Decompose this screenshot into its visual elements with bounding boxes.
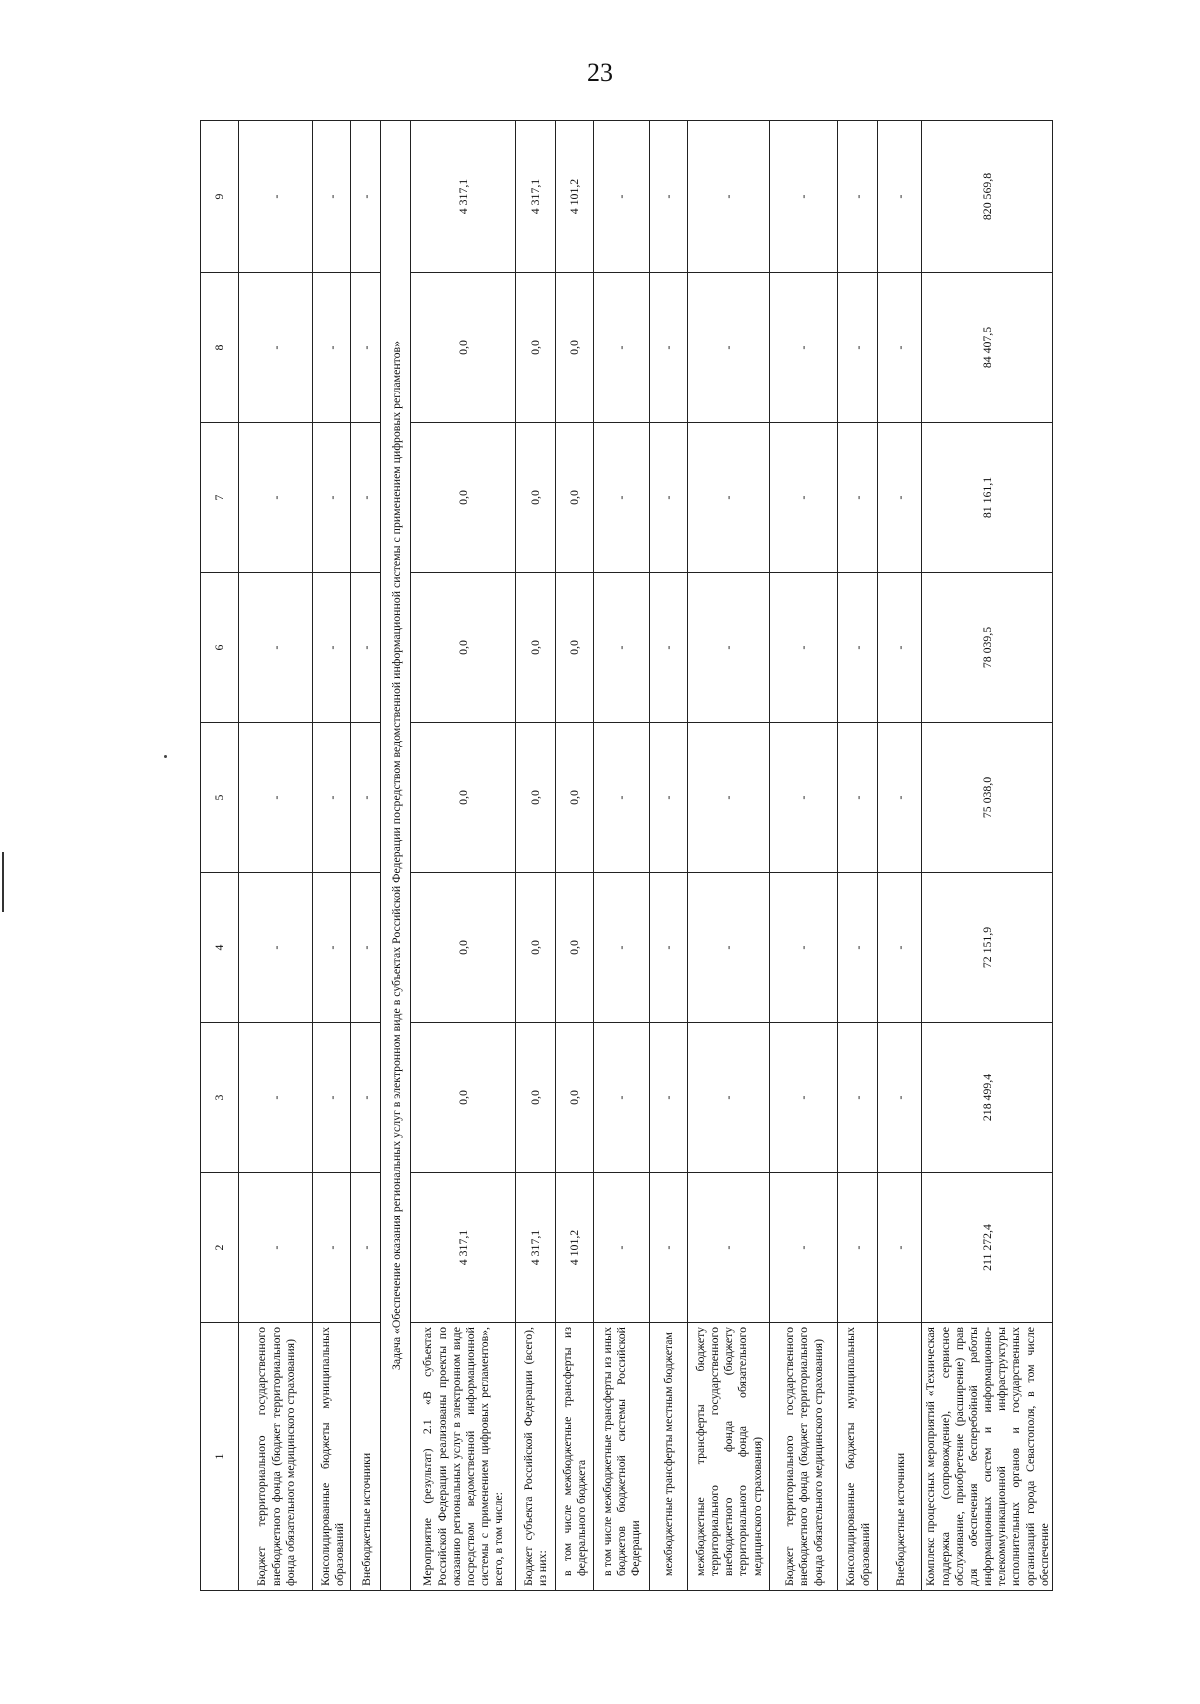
value-cell: - xyxy=(313,573,351,723)
row-label: Комплекс процессных мероприятий «Техническая поддержка (сопровождение), сервисное обслуживание, приобретение (расширение) прав для обеспечения бесперебойной работы информационных систем и информационно-телекоммуникационной инфраструктуры исполнительных органов и государственных организаций города Севастополя, в том числе обеспечение xyxy=(922,1323,1053,1591)
row-label: Консолидированные бюджеты муниципальных образований xyxy=(838,1323,878,1591)
value-cell: - xyxy=(687,1173,769,1323)
value-cell: - xyxy=(313,873,351,1023)
value-cell: 0,0 xyxy=(411,273,515,423)
table-row xyxy=(351,121,381,1591)
scan-dot xyxy=(164,755,167,758)
value-cell: - xyxy=(769,573,837,723)
header-cell: 7 xyxy=(201,423,239,573)
table-row xyxy=(769,121,837,1591)
value-cell: 84 407,5 xyxy=(922,273,1053,423)
value-cell: - xyxy=(838,1173,878,1323)
value-cell: 4 101,2 xyxy=(555,121,593,273)
table-row xyxy=(515,121,555,1591)
header-row xyxy=(201,121,239,1591)
row-label: Бюджет территориального государственного внебюджетного фонда (бюджет территориального фонда обязательного медицинского страхования) xyxy=(769,1323,837,1591)
header-cell: 5 xyxy=(201,723,239,873)
rotated-table-container xyxy=(200,121,1053,1591)
scan-edge-mark xyxy=(2,852,4,912)
value-cell: 0,0 xyxy=(555,573,593,723)
value-cell: - xyxy=(687,573,769,723)
row-label: в том числе межбюджетные трансферты из иных бюджетов бюджетной системы Российской Федерации xyxy=(593,1323,649,1591)
value-cell: 0,0 xyxy=(555,1023,593,1173)
value-cell: - xyxy=(649,1023,687,1173)
value-cell: - xyxy=(649,423,687,573)
value-cell: - xyxy=(838,121,878,273)
value-cell: - xyxy=(838,1023,878,1173)
header-cell: 2 xyxy=(201,1173,239,1323)
value-cell: - xyxy=(313,1023,351,1173)
value-cell: - xyxy=(769,1173,837,1323)
value-cell: - xyxy=(351,273,381,423)
value-cell: - xyxy=(649,723,687,873)
value-cell: - xyxy=(769,723,837,873)
value-cell: - xyxy=(878,723,922,873)
value-cell: 218 499,4 xyxy=(922,1023,1053,1173)
value-cell: 0,0 xyxy=(515,723,555,873)
value-cell: 0,0 xyxy=(515,873,555,1023)
value-cell: 4 101,2 xyxy=(555,1173,593,1323)
value-cell: - xyxy=(239,1023,313,1173)
value-cell: - xyxy=(838,723,878,873)
value-cell: - xyxy=(878,573,922,723)
value-cell: - xyxy=(649,873,687,1023)
value-cell: - xyxy=(351,723,381,873)
value-cell: - xyxy=(687,423,769,573)
value-cell: - xyxy=(649,273,687,423)
value-cell: - xyxy=(351,873,381,1023)
header-cell: 4 xyxy=(201,873,239,1023)
value-cell: - xyxy=(351,121,381,273)
value-cell: 4 317,1 xyxy=(515,1173,555,1323)
value-cell: - xyxy=(878,423,922,573)
page-number: 23 xyxy=(587,58,613,87)
value-cell: - xyxy=(593,573,649,723)
header-cell: 8 xyxy=(201,273,239,423)
value-cell: - xyxy=(351,1023,381,1173)
task-cell: Задача «Обеспечение оказания региональных услуг в электронном виде в субъектах Российской Федерации посредством ведомственной информационной системы с применением цифровых регламентов» xyxy=(381,121,411,1591)
value-cell: 0,0 xyxy=(411,1023,515,1173)
value-cell: - xyxy=(351,1173,381,1323)
header-cell: 1 xyxy=(201,1323,239,1591)
row-label: межбюджетные трансферты местным бюджетам xyxy=(649,1323,687,1591)
header-cell: 6 xyxy=(201,573,239,723)
value-cell: - xyxy=(649,1173,687,1323)
table-row xyxy=(687,121,769,1591)
value-cell: - xyxy=(313,121,351,273)
value-cell: 0,0 xyxy=(555,723,593,873)
value-cell: - xyxy=(593,273,649,423)
value-cell: 0,0 xyxy=(411,723,515,873)
value-cell: - xyxy=(351,573,381,723)
row-label: в том числе межбюджетные трансферты из федерального бюджета xyxy=(555,1323,593,1591)
value-cell: 0,0 xyxy=(411,573,515,723)
value-cell: - xyxy=(239,1173,313,1323)
value-cell: 75 038,0 xyxy=(922,723,1053,873)
value-cell: - xyxy=(838,423,878,573)
header-cell: 9 xyxy=(201,121,239,273)
table-row xyxy=(838,121,878,1591)
budget-table xyxy=(200,120,1053,1591)
value-cell: - xyxy=(769,1023,837,1173)
value-cell: 4 317,1 xyxy=(515,121,555,273)
value-cell: - xyxy=(878,273,922,423)
value-cell: - xyxy=(769,423,837,573)
value-cell: - xyxy=(687,1023,769,1173)
table-row xyxy=(411,121,515,1591)
table-row xyxy=(922,121,1053,1591)
table-row xyxy=(878,121,922,1591)
row-label: межбюджетные трансферты бюджету территориального государственного внебюджетного фонда (бюджету территориального фонда обязательного медицинского страхования) xyxy=(687,1323,769,1591)
value-cell: 72 151,9 xyxy=(922,873,1053,1023)
value-cell: 0,0 xyxy=(555,873,593,1023)
value-cell: - xyxy=(313,723,351,873)
value-cell: 211 272,4 xyxy=(922,1173,1053,1323)
value-cell: - xyxy=(769,121,837,273)
value-cell: - xyxy=(687,273,769,423)
value-cell: - xyxy=(878,873,922,1023)
value-cell: - xyxy=(838,273,878,423)
value-cell: 4 317,1 xyxy=(411,121,515,273)
value-cell: - xyxy=(351,423,381,573)
value-cell: 81 161,1 xyxy=(922,423,1053,573)
value-cell: 0,0 xyxy=(411,873,515,1023)
value-cell: - xyxy=(239,723,313,873)
value-cell: 0,0 xyxy=(515,573,555,723)
table-row xyxy=(313,121,351,1591)
value-cell: 0,0 xyxy=(515,1023,555,1173)
value-cell: - xyxy=(769,273,837,423)
value-cell: - xyxy=(769,873,837,1023)
value-cell: 0,0 xyxy=(515,273,555,423)
value-cell: - xyxy=(838,573,878,723)
value-cell: - xyxy=(649,121,687,273)
value-cell: 820 569,8 xyxy=(922,121,1053,273)
value-cell: - xyxy=(687,873,769,1023)
row-label: Внебюджетные источники xyxy=(351,1323,381,1591)
value-cell: - xyxy=(593,723,649,873)
value-cell: - xyxy=(878,1173,922,1323)
value-cell: - xyxy=(239,121,313,273)
value-cell: - xyxy=(687,723,769,873)
value-cell: 0,0 xyxy=(555,423,593,573)
value-cell: 78 039,5 xyxy=(922,573,1053,723)
value-cell: - xyxy=(313,1173,351,1323)
value-cell: - xyxy=(878,1023,922,1173)
value-cell: - xyxy=(239,573,313,723)
value-cell: - xyxy=(239,423,313,573)
table-row xyxy=(649,121,687,1591)
task-row xyxy=(381,121,411,1591)
value-cell: - xyxy=(239,873,313,1023)
value-cell: - xyxy=(593,1023,649,1173)
row-label: Бюджет территориального государственного внебюджетного фонда (бюджет территориального фонда обязательного медицинского страхования) xyxy=(239,1323,313,1591)
row-label: Консолидированные бюджеты муниципальных образований xyxy=(313,1323,351,1591)
value-cell: - xyxy=(593,873,649,1023)
value-cell: - xyxy=(878,121,922,273)
value-cell: - xyxy=(313,423,351,573)
header-cell: 3 xyxy=(201,1023,239,1173)
value-cell: - xyxy=(687,121,769,273)
value-cell: - xyxy=(593,1173,649,1323)
value-cell: - xyxy=(838,873,878,1023)
row-label: Мероприятие (результат) 2.1 «В субъектах Российской Федерации реализованы проекты по оказанию региональных услуг в электронном виде посредством ведомственной информационной системы с применением цифровых регламентов», всего, в том числе: xyxy=(411,1323,515,1591)
value-cell: - xyxy=(593,121,649,273)
value-cell: 0,0 xyxy=(555,273,593,423)
value-cell: - xyxy=(649,573,687,723)
row-label: Бюджет субъекта Российской Федерации (всего), из них: xyxy=(515,1323,555,1591)
value-cell: 0,0 xyxy=(411,423,515,573)
table-row xyxy=(593,121,649,1591)
value-cell: - xyxy=(313,273,351,423)
value-cell: 0,0 xyxy=(515,423,555,573)
row-label: Внебюджетные источники xyxy=(878,1323,922,1591)
table-row xyxy=(555,121,593,1591)
table-row xyxy=(239,121,313,1591)
value-cell: - xyxy=(239,273,313,423)
value-cell: 4 317,1 xyxy=(411,1173,515,1323)
table-body xyxy=(201,121,1053,1591)
value-cell: - xyxy=(593,423,649,573)
